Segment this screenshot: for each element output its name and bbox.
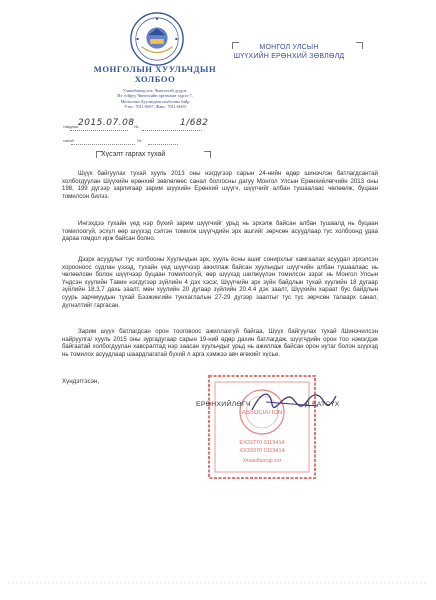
- paragraph-text: Зарим шүүх батлагдсан орон тооговоос ажиллахгүй байгаа, Шүүх байгуулах тухай /Шинэчилсэн найруулга/ хууль 2015 оны зургадугаар сарын 19-ний өдөр дахин батлагдаж, шүүгчдийн орон тоо нэмэгдэж байгаатай холбогдуулан хавсралтад нэр заасан хуульчдыг урьд нь ажиллаж байсан орон нутаг болон шүүхэд нь томилох асуудлаар шаардлагатай бүхий л арга хэмжээ авч өгөхийг хүсье.: [62, 328, 378, 358]
- stamp-reg-number-2: ХХЗ3370 0119414: [239, 448, 285, 454]
- body-paragraph-4: [62, 328, 378, 358]
- closing-salutation: Хүндэтгэсэн,: [62, 378, 100, 385]
- ref-label: танай: [63, 138, 74, 143]
- stamp-reg-number-1: EX33770 0119414: [239, 440, 285, 446]
- date-underline: [70, 130, 128, 131]
- address-line: Улаанбаатар хот, Чингэлтэй дүүрэг: [122, 88, 188, 93]
- paragraph-text: Ингэхдээ тухайн үед нэр бүхий зарим шүүгчийг урьд нь эрхэлж байсан албан тушаалд нь буцаан томилоогүй, эсхүл өөр шүүхэд сэлгэн томилж шүүгчдийн эрх ашгийг зөрчсөн асуудлаар тус холбоонд удаа дараа гомдол ирж байсан болно.: [62, 220, 378, 243]
- signer-title: ЕРӨНХИЙЛӨГЧ: [196, 401, 251, 408]
- ref-number-label: №: [137, 138, 142, 143]
- ref-underline: [71, 144, 135, 145]
- stamp-text-bottom: Улаанбаатар хот: [242, 458, 282, 464]
- paragraph-text: Шүүх байгуулах тухай хууль 2013 оны нэгдүгээр сарын 24-нийн өдөр шинэчлэн батлагдсантай холбогдуулан Шүүхийн ерөнхий зөвлөлөөс санал болгосны дагуу Монгол Улсын Ерөнхийлөгчийн 2013 оны 198, 199 дүгээр зарлигаар зарим шүүхийн Ерөнхий шүүгч, шүүгчийг албан тушаалаас чөлөөлж, буцаан томилсон билээ.: [62, 170, 378, 200]
- org-address-block: [60, 88, 250, 110]
- ref-number-underline: [148, 144, 178, 145]
- stamp-text-top: ASSOCIATION: [241, 410, 283, 416]
- body-paragraph-1: [62, 170, 378, 200]
- number-label: №: [134, 124, 139, 129]
- body-paragraph-2: [62, 220, 378, 243]
- signer-name: Д.БАТСҮХ: [305, 401, 340, 408]
- recipient-line2: ШҮҮХИЙН ЕРӨНХИЙ ЗӨВЛӨЛД: [233, 53, 345, 60]
- letter-subject: Хүсэлт гаргах тухай: [101, 151, 166, 158]
- footer-border-ornament: [0, 578, 436, 588]
- address-line: Монголын Хуульчдын холбооны байр: [120, 98, 190, 104]
- date-label: тавдааа: [63, 124, 79, 129]
- number-value: 1/682: [180, 118, 209, 128]
- recipient-line1: МОНГОЛ УЛСЫН: [259, 44, 319, 51]
- paragraph-text: Дээрх асуудлыг тус холбооны Хуульчдын эрх, хууль ёсны ашиг сонирхлыг хамгаалах асуудал эрхэлсэн хорооноос судлан үзээд, тухайн үед шүүгчээр ажиллаж байсан хуульчдыг шүүгчийн албан тушаалаас нь чөлөөлсөн болон шүүгчээр буцаан томилоогүй, өөр шүүхэд шилжүүлэн томилсон зэрэг нь Монгол Улсын Үндсэн хуулийн Тавин нэгдүгээр зүйлийн 4 дэх хэсэг, Шүүгчийн эрх зүйн байдлын тухай хуулийн 18 дугаар зүйлийн 18.3.7 дахь заалт, мөн хуулийн 20 дугаар зүйлийн 20.4.4 дэх заалт, Шүүхийн хараат бус байдлын суурь зарчмуудын тухай Бээжингийн тунхаглалын 27-29 дүгээр заалтыг тус тус зөрчсөн талаарх санал, дүгнэлтийг гаргасан.: [62, 256, 378, 309]
- org-name-line2: ХОЛБОО: [134, 74, 176, 84]
- org-logo-emblem: [128, 10, 186, 68]
- subject-corner-mark-right: [204, 151, 211, 158]
- org-name-line1: МОНГОЛЫН ХУУЛЬЧДЫН: [93, 64, 217, 74]
- address-line: Утас: 7011-6007, Факс: 7011-6003: [124, 104, 186, 110]
- number-underline: [142, 130, 202, 131]
- body-paragraph-3: [62, 256, 378, 309]
- address-line: Их тойруу Чингисийн өргөмжит хүрээ-7,: [117, 93, 193, 99]
- date-value: 2015.07.08: [78, 118, 135, 128]
